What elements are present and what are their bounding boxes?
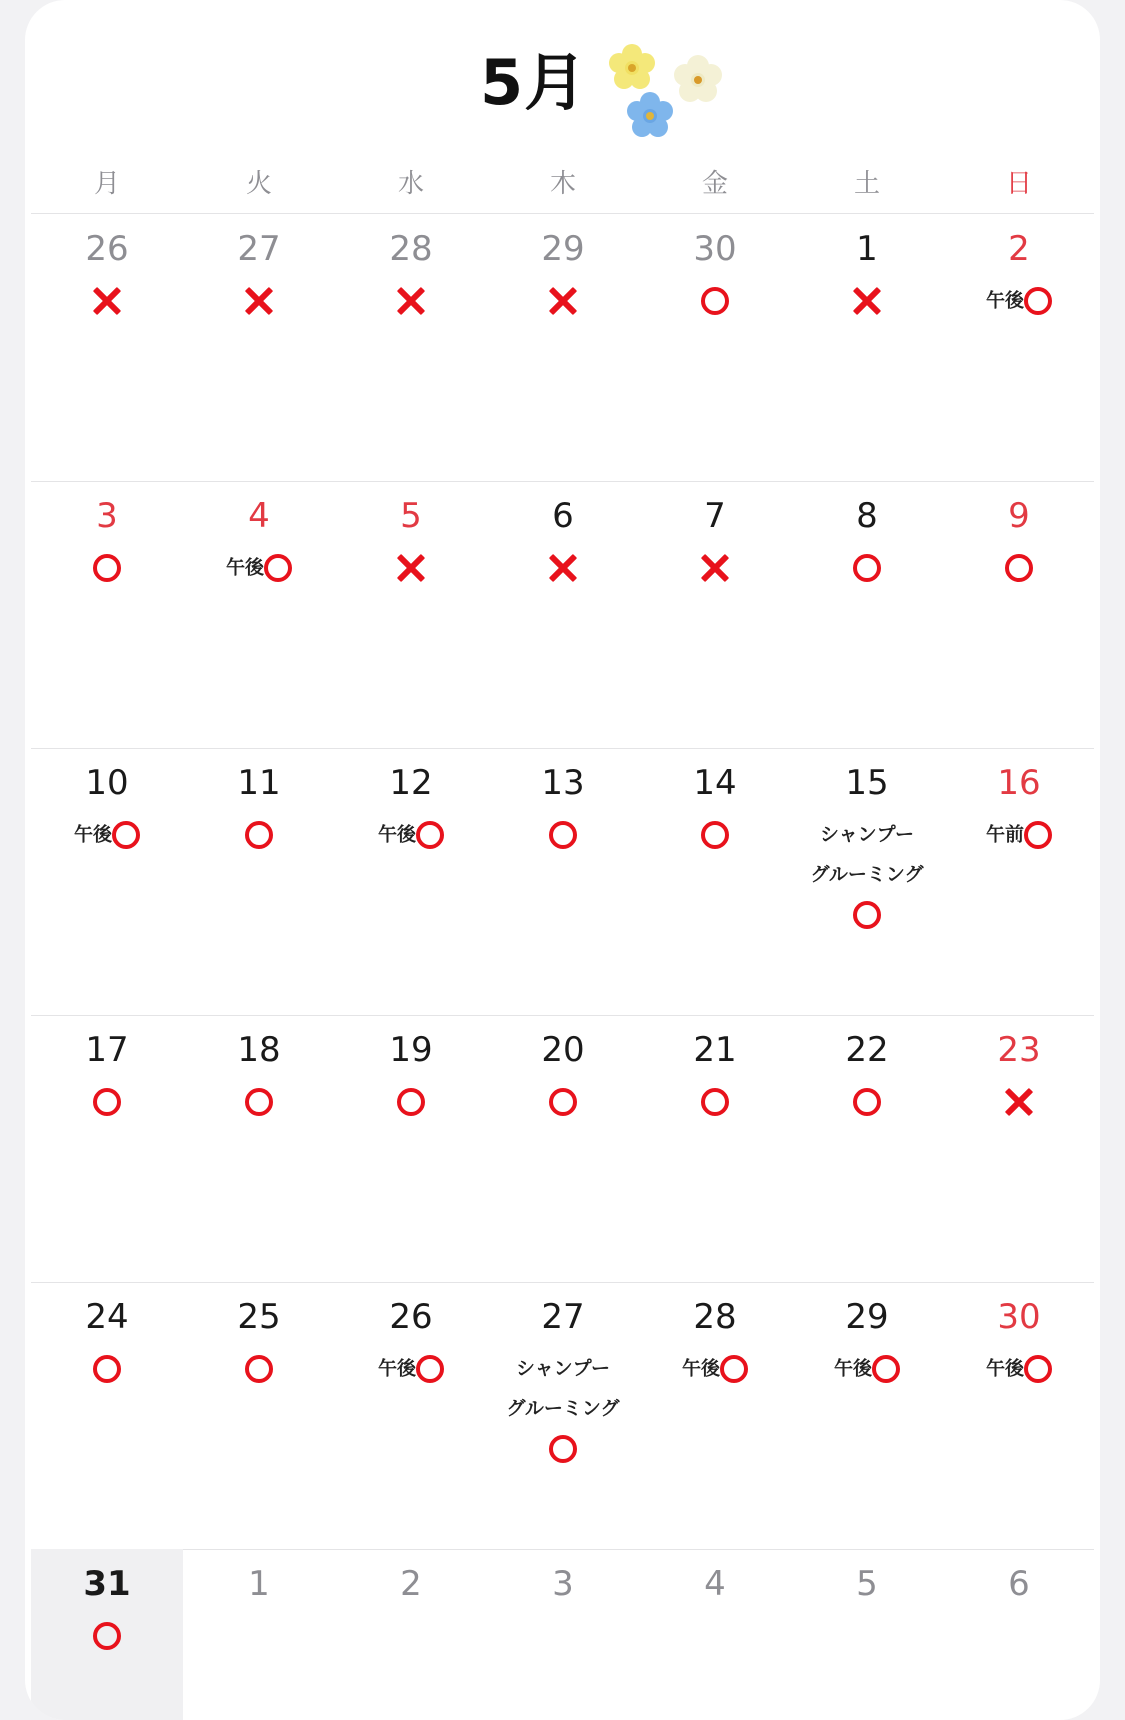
- availability-line: [791, 547, 943, 587]
- day-number: 4: [248, 496, 270, 536]
- availability-line: [943, 814, 1095, 854]
- day-number: 11: [237, 763, 281, 803]
- day-number: 30: [693, 229, 737, 269]
- availability-line: [183, 1348, 335, 1388]
- day-number: 6: [1008, 1564, 1030, 1604]
- day-cell[interactable]: [335, 1549, 487, 1720]
- day-number: 24: [85, 1297, 129, 1337]
- slot-label: シャンプー: [819, 823, 915, 846]
- day-cell[interactable]: [791, 1015, 943, 1282]
- day-cell[interactable]: [183, 481, 335, 748]
- available-circle-icon: [1024, 287, 1052, 315]
- availability-list: [335, 1348, 487, 1388]
- available-circle-icon: [1005, 554, 1033, 582]
- available-circle-icon: [720, 1355, 748, 1383]
- unavailable-cross-icon: [700, 553, 730, 583]
- availability-list: [791, 547, 943, 587]
- day-cell[interactable]: [335, 481, 487, 748]
- weekday-sat: 土: [853, 169, 880, 199]
- unavailable-cross-icon: [396, 553, 426, 583]
- calendar-header: [25, 0, 1100, 145]
- availability-line: [31, 1081, 183, 1121]
- day-number: 30: [997, 1297, 1041, 1337]
- day-cell[interactable]: [639, 1015, 791, 1282]
- availability-list: [31, 547, 183, 587]
- day-cell[interactable]: [487, 1015, 639, 1282]
- availability-line: [791, 894, 943, 934]
- slot-label: 午後: [377, 1357, 416, 1380]
- flowers-icon: [602, 40, 742, 150]
- availability-list: [31, 1348, 183, 1388]
- available-circle-icon: [245, 821, 273, 849]
- available-circle-icon: [853, 1088, 881, 1116]
- day-cell[interactable]: [943, 214, 1095, 481]
- day-cell[interactable]: [31, 1549, 183, 1720]
- weekday-mon: 月: [93, 169, 120, 199]
- day-number: 28: [693, 1297, 737, 1337]
- day-number: 9: [1008, 496, 1030, 536]
- availability-list: [639, 814, 791, 854]
- day-number: 2: [1008, 229, 1030, 269]
- day-number: 26: [389, 1297, 433, 1337]
- availability-list: [487, 1081, 639, 1121]
- available-circle-icon: [93, 1622, 121, 1650]
- day-cell[interactable]: [335, 748, 487, 1015]
- available-circle-icon: [853, 901, 881, 929]
- availability-list: [943, 814, 1095, 854]
- available-circle-icon: [93, 1088, 121, 1116]
- available-circle-icon: [93, 554, 121, 582]
- day-cell[interactable]: [639, 214, 791, 481]
- day-cell[interactable]: [943, 1282, 1095, 1549]
- day-number: 18: [237, 1030, 281, 1070]
- available-circle-icon: [245, 1355, 273, 1383]
- unavailable-cross-icon: [1004, 1087, 1034, 1117]
- day-number: 3: [96, 496, 118, 536]
- weekday-header-row: [31, 145, 1094, 214]
- day-number: 3: [552, 1564, 574, 1604]
- availability-list: [487, 280, 639, 320]
- day-cell[interactable]: [335, 1282, 487, 1549]
- available-circle-icon: [245, 1088, 273, 1116]
- day-cell[interactable]: [943, 1015, 1095, 1282]
- availability-line: [791, 1348, 943, 1388]
- day-number: 5: [400, 496, 422, 536]
- week-row: [31, 214, 1094, 482]
- day-cell[interactable]: [639, 1282, 791, 1549]
- availability-line: [943, 280, 1095, 320]
- availability-line: [31, 814, 183, 854]
- day-cell[interactable]: [791, 1282, 943, 1549]
- day-cell[interactable]: [335, 1015, 487, 1282]
- availability-line: [943, 1348, 1095, 1388]
- day-cell[interactable]: [943, 481, 1095, 748]
- availability-line: [183, 1081, 335, 1121]
- slot-label: 午後: [225, 556, 264, 579]
- availability-list: [183, 280, 335, 320]
- availability-list: [943, 1348, 1095, 1388]
- available-circle-icon: [397, 1088, 425, 1116]
- day-cell[interactable]: [791, 481, 943, 748]
- availability-line: [639, 1081, 791, 1121]
- day-number: 23: [997, 1030, 1041, 1070]
- availability-list: [487, 1348, 639, 1468]
- day-number: 28: [389, 229, 433, 269]
- availability-list: [943, 547, 1095, 587]
- availability-line: [791, 280, 943, 320]
- availability-list: [183, 1348, 335, 1388]
- day-number: 29: [845, 1297, 889, 1337]
- day-cell[interactable]: [487, 1282, 639, 1549]
- day-cell[interactable]: [943, 748, 1095, 1015]
- day-cell[interactable]: [31, 748, 183, 1015]
- available-circle-icon: [1024, 1355, 1052, 1383]
- availability-line: [487, 1428, 639, 1468]
- available-circle-icon: [1024, 821, 1052, 849]
- day-number: 16: [997, 763, 1041, 803]
- day-number: 8: [856, 496, 878, 536]
- availability-list: [487, 547, 639, 587]
- weekday-tue: 火: [245, 169, 272, 199]
- day-number: 27: [541, 1297, 585, 1337]
- availability-list: [639, 1348, 791, 1388]
- slot-label: グルーミング: [506, 1397, 620, 1420]
- available-circle-icon: [701, 1088, 729, 1116]
- day-cell[interactable]: [487, 748, 639, 1015]
- slot-label: グルーミング: [810, 863, 924, 886]
- availability-list: [639, 1081, 791, 1121]
- availability-line: [31, 1348, 183, 1388]
- day-number: 12: [389, 763, 433, 803]
- availability-line: [335, 547, 487, 587]
- available-circle-icon: [416, 1355, 444, 1383]
- day-number: 26: [85, 229, 129, 269]
- available-circle-icon: [549, 1088, 577, 1116]
- slot-label: シャンプー: [515, 1357, 611, 1380]
- availability-list: [183, 814, 335, 854]
- yellow-flower-icon: [609, 44, 655, 89]
- availability-line: [31, 547, 183, 587]
- unavailable-cross-icon: [852, 286, 882, 316]
- weekday-fri: 金: [701, 169, 728, 199]
- day-number: 6: [552, 496, 574, 536]
- day-cell[interactable]: [487, 1549, 639, 1720]
- day-cell[interactable]: [791, 1549, 943, 1720]
- slot-label: 午後: [73, 823, 112, 846]
- availability-line: [183, 280, 335, 320]
- availability-list: [487, 814, 639, 854]
- availability-list: [31, 280, 183, 320]
- availability-line: [487, 1348, 639, 1388]
- available-circle-icon: [549, 1435, 577, 1463]
- availability-line: [943, 1081, 1095, 1121]
- availability-line: [943, 547, 1095, 587]
- day-cell[interactable]: [791, 748, 943, 1015]
- availability-list: [183, 547, 335, 587]
- day-number: 17: [85, 1030, 129, 1070]
- day-number: 1: [856, 229, 878, 269]
- availability-list: [791, 1348, 943, 1388]
- availability-list: [335, 1081, 487, 1121]
- availability-list: [639, 280, 791, 320]
- day-cell[interactable]: [183, 1282, 335, 1549]
- availability-list: [943, 280, 1095, 320]
- week-row: [31, 481, 1094, 749]
- availability-list: [335, 547, 487, 587]
- availability-line: [791, 854, 943, 894]
- availability-list: [943, 1081, 1095, 1121]
- day-cell[interactable]: [31, 1015, 183, 1282]
- blue-flower-icon: [627, 92, 673, 137]
- slot-label: 午後: [681, 1357, 720, 1380]
- week-row: [31, 1282, 1094, 1550]
- availability-line: [183, 814, 335, 854]
- availability-list: [791, 280, 943, 320]
- day-number: 20: [541, 1030, 585, 1070]
- week-row: [31, 1549, 1094, 1720]
- day-cell[interactable]: [31, 481, 183, 748]
- available-circle-icon: [872, 1355, 900, 1383]
- availability-line: [335, 1348, 487, 1388]
- day-number: 2: [400, 1564, 422, 1604]
- available-circle-icon: [112, 821, 140, 849]
- day-number: 7: [704, 496, 726, 536]
- available-circle-icon: [416, 821, 444, 849]
- availability-line: [639, 547, 791, 587]
- availability-line: [487, 280, 639, 320]
- availability-list: [31, 814, 183, 854]
- unavailable-cross-icon: [548, 286, 578, 316]
- day-cell[interactable]: [183, 1015, 335, 1282]
- day-cell[interactable]: [183, 1549, 335, 1720]
- availability-line: [487, 1388, 639, 1428]
- slot-label: 午後: [985, 1357, 1024, 1380]
- availability-line: [31, 280, 183, 320]
- calendar-card: [25, 0, 1100, 1720]
- availability-line: [335, 1081, 487, 1121]
- availability-line: [791, 814, 943, 854]
- day-cell[interactable]: [639, 748, 791, 1015]
- white-flower-icon: [674, 55, 722, 102]
- unavailable-cross-icon: [92, 286, 122, 316]
- day-cell[interactable]: [31, 1282, 183, 1549]
- day-cell[interactable]: [335, 214, 487, 481]
- available-circle-icon: [264, 554, 292, 582]
- day-number: 29: [541, 229, 585, 269]
- day-cell[interactable]: [31, 214, 183, 481]
- day-number: 1: [248, 1564, 270, 1604]
- available-circle-icon: [701, 821, 729, 849]
- week-row: [31, 1015, 1094, 1283]
- day-cell[interactable]: [183, 214, 335, 481]
- day-number: 5: [856, 1564, 878, 1604]
- day-number: 13: [541, 763, 585, 803]
- availability-line: [335, 280, 487, 320]
- slot-label: 午後: [985, 289, 1024, 312]
- availability-list: [31, 1615, 183, 1655]
- slot-label: 午後: [833, 1357, 872, 1380]
- availability-list: [791, 814, 943, 934]
- month-title: 5月: [480, 46, 588, 119]
- availability-line: [335, 814, 487, 854]
- available-circle-icon: [549, 821, 577, 849]
- day-cell[interactable]: [487, 214, 639, 481]
- week-row: [31, 748, 1094, 1016]
- day-number: 4: [704, 1564, 726, 1604]
- day-number: 19: [389, 1030, 433, 1070]
- day-number: 25: [237, 1297, 281, 1337]
- availability-list: [335, 280, 487, 320]
- weekday-sun: 日: [1005, 169, 1032, 199]
- availability-list: [31, 1081, 183, 1121]
- availability-list: [335, 814, 487, 854]
- unavailable-cross-icon: [244, 286, 274, 316]
- unavailable-cross-icon: [396, 286, 426, 316]
- day-cell[interactable]: [791, 214, 943, 481]
- day-number: 15: [845, 763, 889, 803]
- unavailable-cross-icon: [548, 553, 578, 583]
- day-number: 14: [693, 763, 737, 803]
- availability-list: [639, 547, 791, 587]
- availability-line: [487, 1081, 639, 1121]
- slot-label: 午後: [377, 823, 416, 846]
- availability-line: [639, 280, 791, 320]
- day-cell[interactable]: [639, 481, 791, 748]
- availability-line: [487, 547, 639, 587]
- day-number: 27: [237, 229, 281, 269]
- day-cell[interactable]: [183, 748, 335, 1015]
- availability-line: [31, 1615, 183, 1655]
- available-circle-icon: [93, 1355, 121, 1383]
- weekday-thu: 木: [549, 169, 576, 199]
- availability-list: [183, 1081, 335, 1121]
- day-number: 10: [85, 763, 129, 803]
- availability-line: [791, 1081, 943, 1121]
- day-number: 21: [693, 1030, 737, 1070]
- availability-line: [639, 1348, 791, 1388]
- available-circle-icon: [701, 287, 729, 315]
- day-cell[interactable]: [943, 1549, 1095, 1720]
- availability-list: [791, 1081, 943, 1121]
- available-circle-icon: [853, 554, 881, 582]
- day-number: 31: [83, 1564, 131, 1604]
- day-number: 22: [845, 1030, 889, 1070]
- availability-line: [183, 547, 335, 587]
- day-cell[interactable]: [639, 1549, 791, 1720]
- availability-line: [487, 814, 639, 854]
- weekday-wed: 水: [397, 169, 424, 199]
- availability-line: [639, 814, 791, 854]
- slot-label: 午前: [985, 823, 1024, 846]
- day-cell[interactable]: [487, 481, 639, 748]
